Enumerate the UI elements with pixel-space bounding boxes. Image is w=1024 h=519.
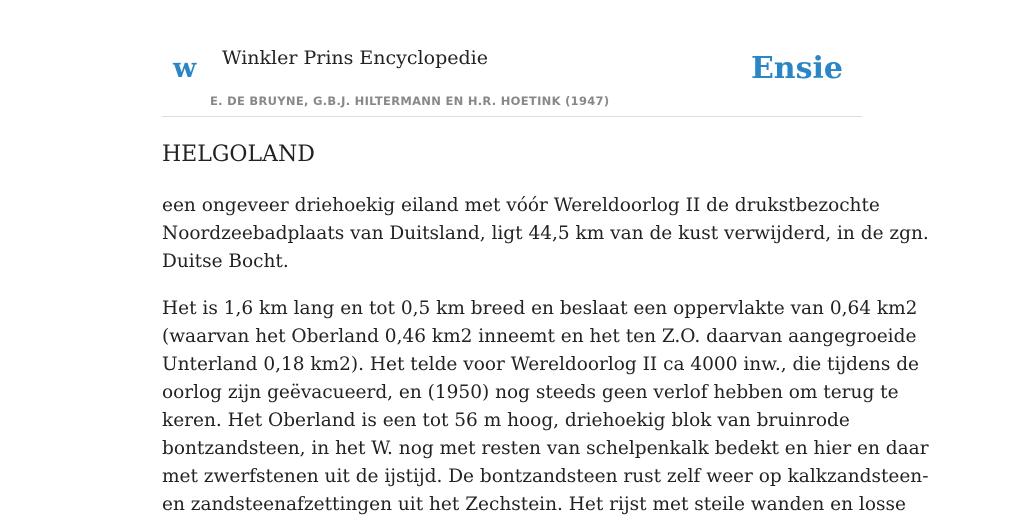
article-paragraph	[162, 295, 929, 519]
paragraph-line: een ongeveer driehoekig eiland met vóór Wereldoorlog II de drukstbezochte	[162, 195, 880, 216]
paragraph-line: (waarvan het Oberland 0,46 km2 inneemt en het ten Z.O. daarvan aangegroeide	[162, 326, 917, 347]
site-header	[162, 0, 862, 117]
article-paragraph	[162, 192, 929, 276]
article-title: HELGOLAND	[162, 142, 315, 167]
paragraph-line: Duitse Bocht.	[162, 251, 289, 272]
paragraph-line: oorlog zijn geëvacueerd, en (1950) nog steeds geen verlof hebben om terug te	[162, 382, 899, 403]
paragraph-line: Unterland 0,18 km2). Het telde voor Wereldoorlog II ca 4000 inw., die tijdens de	[162, 354, 920, 375]
paragraph-line: Het is 1,6 km lang en tot 0,5 km breed en beslaat een oppervlakte van 0,64 km2	[162, 298, 918, 319]
paragraph-line: keren. Het Oberland is een tot 56 m hoog, driehoekig blok van bruinrode	[162, 410, 850, 431]
site-title[interactable]: Winkler Prins Encyclopedie	[222, 47, 488, 69]
logo-w-icon[interactable]: w	[173, 53, 197, 84]
paragraph-line: Noordzeebadplaats van Duitsland, ligt 44,5 km van de kust verwijderd, in de zgn.	[162, 223, 929, 244]
ensie-brand-link[interactable]: Ensie	[750, 51, 843, 86]
authors-line: E. DE BRUYNE, G.B.J. HILTERMANN EN H.R. HOETINK (1947)	[210, 94, 610, 108]
page	[162, 0, 929, 515]
paragraph-line: bontzandsteen, in het W. nog met resten van schelpenkalk bedekt en hier en daar	[162, 438, 929, 459]
paragraph-line: en zandsteenafzettingen uit het Zechstein. Het rijst met steile wanden en losse	[162, 494, 906, 515]
paragraph-line: met zwerfstenen uit de ijstijd. De bontzandsteen rust zelf weer op kalkzandsteen-	[162, 466, 929, 487]
